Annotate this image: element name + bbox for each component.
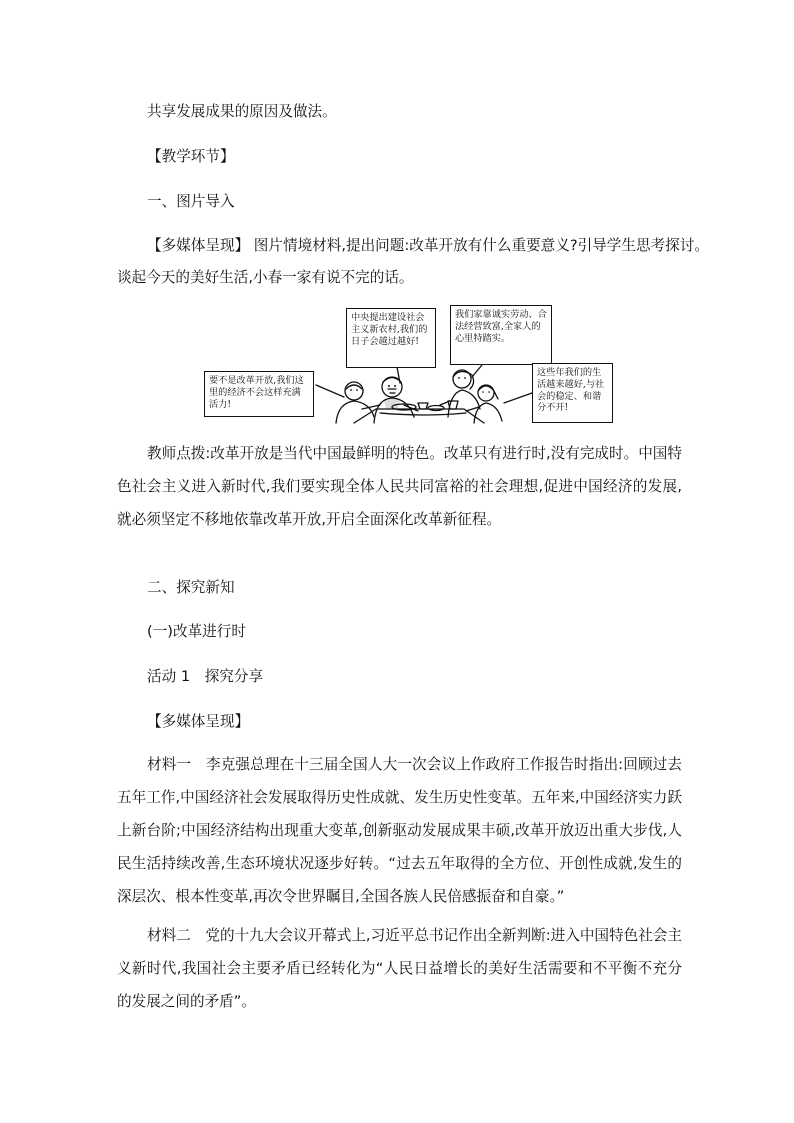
subsection-heading: (一)改革进行时 [147, 623, 246, 640]
material-two: 材料二 党的十九大会议开幕式上,习近平总书记作出全新判断:进入中国特色社会主义新时代,我国社会主要矛盾已经转化为“人民日益增长的美好生活需要和不平衡不充分的发展之间的矛盾”。 [117, 927, 682, 1010]
text-line: 共享发展成果的原因及做法。 [147, 103, 337, 120]
speech-bubble: 中央提出建设社会主义新农村,我们的日子会越过越好! [346, 308, 436, 368]
section-heading: 二、探究新知 [147, 579, 235, 596]
speech-bubble: 我们家靠诚实劳动、合法经营致富,全家人的心里特踏实。 [450, 305, 552, 365]
speech-bubble: 这些年我们的生活越来越好,与社会的稳定、和谐分不开! [532, 363, 613, 423]
text-line: 谈起今天的美好生活,小春一家有说不完的话。 [117, 269, 414, 286]
teacher-note: 教师点拨:改革开放是当代中国最鲜明的特色。改革只有进行时,没有完成时。中国特色社会主义进入新时代,我们要实现全体人民共同富裕的社会理想,促进中国经济的发展,就必须坚定不移地依靠改革开放,开启全面深化改革新征程。 [117, 445, 682, 528]
speech-bubble: 要不是改革开放,我们这里的经济不会这样充满活力! [204, 371, 314, 417]
family-cartoon [204, 305, 612, 425]
media-heading: 【多媒体呈现】 [147, 713, 250, 730]
activity-heading: 活动 1 探究分享 [147, 668, 264, 685]
section-heading: 【教学环节】 [147, 148, 235, 165]
material-one: 材料一 李克强总理在十三届全国人大一次会议上作政府工作报告时指出:回顾过去五年工作,中国经济社会发展取得历史性成就、发生历史性变革。五年来,中国经济实力跃上新台阶;中国经济结构出现重大变革,创新驱动发展成果丰硕,改革开放迈出重大步伐,人民生活持续改善,生态环境状况逐步好转。“过去五年取得的全方位、开创性成就,发生的深层次、根本性变革,再次令世界瞩目,全国各族人民倍感振奋和自豪。” [117, 756, 682, 905]
text-line: 【多媒体呈现】 图片情境材料,提出问题:改革开放有什么重要意义?引导学生思考探讨。 [147, 237, 709, 254]
section-heading: 一、图片导入 [147, 193, 235, 210]
